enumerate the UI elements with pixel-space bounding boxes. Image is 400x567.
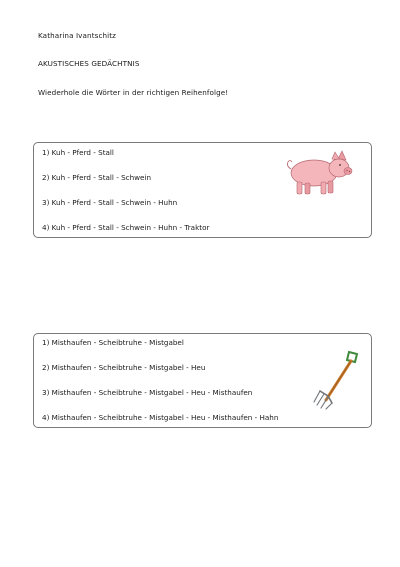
author-name: Katharina Ivantschitz [38,31,117,40]
exercise-2-item: 2) Misthaufen - Scheibtruhe - Mistgabel - Heu [42,363,206,372]
exercise-1-item: 4) Kuh - Pferd - Stall - Schwein - Huhn - Traktor [42,223,210,232]
exercise-2-item: 3) Misthaufen - Scheibtruhe - Mistgabel - Heu - Misthaufen [42,388,253,397]
page-title: AKUSTISCHES GEDÄCHTNIS [38,59,140,68]
exercise-box-2 [33,333,372,428]
exercise-2-item: 1) Misthaufen - Scheibtruhe - Mistgabel [42,338,184,347]
exercise-1-item: 3) Kuh - Pferd - Stall - Schwein - Huhn [42,198,178,207]
pitchfork-icon [312,350,358,410]
exercise-1-item: 2) Kuh - Pferd - Stall - Schwein [42,173,151,182]
instruction-text: Wiederhole die Wörter in der richtigen Reihenfolge! [38,88,229,97]
exercise-1-item: 1) Kuh - Pferd - Stall [42,148,114,157]
exercise-2-item: 4) Misthaufen - Scheibtruhe - Mistgabel - Heu - Misthaufen - Hahn [42,413,279,422]
exercise-box-1 [33,142,372,238]
pig-icon [284,149,354,197]
